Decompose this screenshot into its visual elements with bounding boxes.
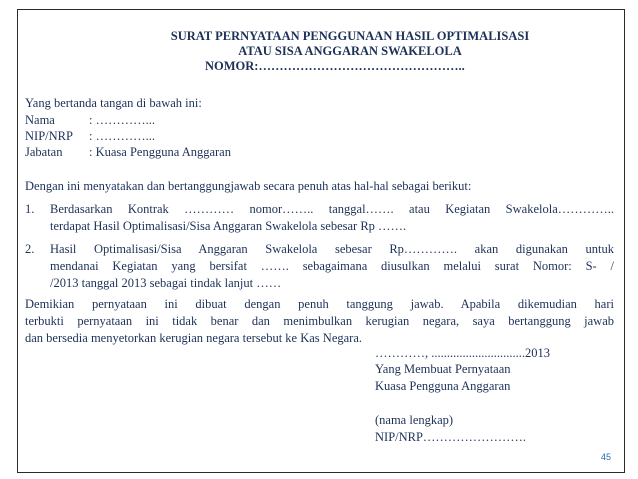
field-value-jabatan: : Kuasa Pengguna Anggaran — [89, 145, 231, 159]
signature-nip: NIP/NRP……………………. — [375, 430, 527, 444]
item-2-line-1: Hasil Optimalisasi/Sisa Anggaran Swakelola sebesar Rp…………. akan digunakan untuk — [50, 242, 614, 256]
item-2-number: 2. — [25, 242, 35, 256]
signature-place-date: …………, ..............................2013 — [375, 346, 550, 360]
signature-title-1: Yang Membuat Pernyataan — [375, 362, 511, 376]
signature-title-2: Kuasa Pengguna Anggaran — [375, 379, 511, 393]
item-1-line-2: terdapat Hasil Optimalisasi/Sisa Anggaran Swakelola sebesar Rp ……. — [50, 219, 407, 233]
closing-line-3: dan bersedia menyetorkan kerugian negara tersebut ke Kas Negara. — [25, 331, 362, 345]
statement-text: Dengan ini menyatakan dan bertanggungjawab secara penuh atas hal-hal sebagai berikut: — [25, 179, 472, 193]
item-2-line-2: mendanai Kegiatan yang bersifat ……. sebagaimana diusulkan melalui surat Nomor: S- / — [50, 259, 614, 273]
document-title: SURAT PERNYATAAN PENGGUNAAN HASIL OPTIMALISASI — [170, 29, 530, 43]
closing-line-2: terbukti pernyataan ini tidak benar dan menimbulkan kerugian negara, saya bertanggung jawab — [25, 314, 614, 328]
field-label-nama: Nama — [25, 113, 55, 127]
field-value-nama: : …………... — [89, 113, 155, 127]
item-1-number: 1. — [25, 202, 35, 216]
document-frame — [17, 9, 625, 473]
item-2-line-3: /2013 tanggal 2013 sebagai tindak lanjut …… — [50, 276, 282, 290]
intro-text: Yang bertanda tangan di bawah ini: — [25, 96, 202, 110]
item-1-line-1: Berdasarkan Kontrak ………… nomor…….. tanggal……. atau Kegiatan Swakelola………….. — [50, 202, 614, 216]
field-label-nip: NIP/NRP — [25, 129, 73, 143]
document-subtitle: ATAU SISA ANGGARAN SWAKELOLA — [238, 44, 462, 58]
page-number: 45 — [601, 452, 612, 462]
field-value-nip: : …………... — [89, 129, 155, 143]
field-label-jabatan: Jabatan — [25, 145, 63, 159]
closing-line-1: Demikian pernyataan ini dibuat dengan penuh tanggung jawab. Apabila dikemudian hari — [25, 297, 614, 311]
document-number: NOMOR:………………………………………….. — [205, 59, 465, 73]
signature-name: (nama lengkap) — [375, 413, 454, 427]
